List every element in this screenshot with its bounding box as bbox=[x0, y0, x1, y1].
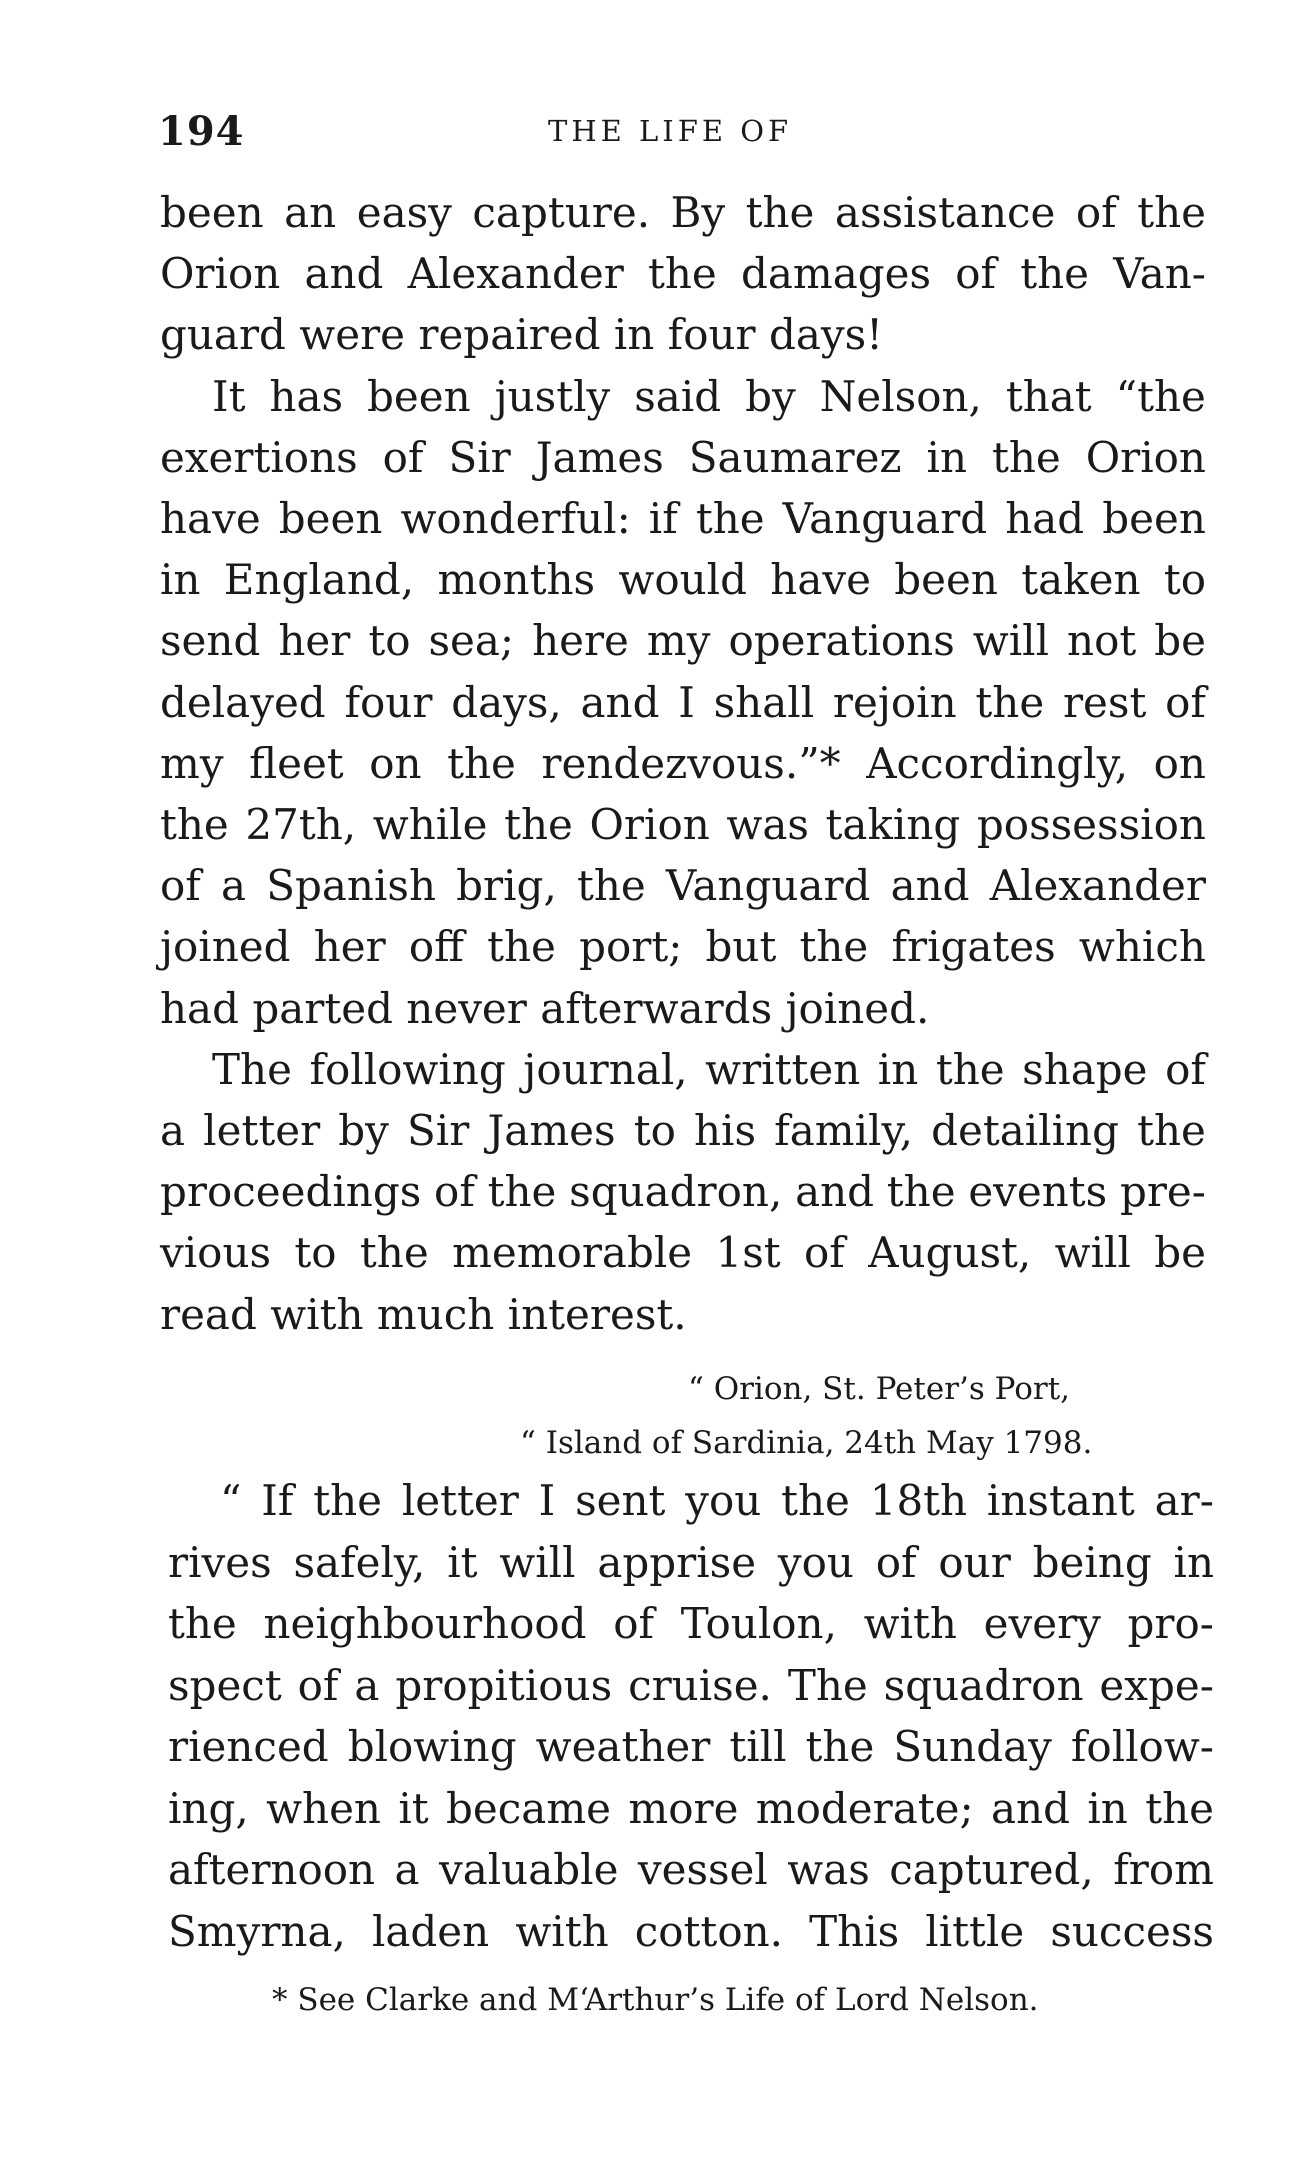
text-line: joined her off the port; but the frigates which bbox=[160, 922, 1206, 972]
text-line: of a Spanish brig, the Vanguard and Alexander bbox=[160, 861, 1206, 911]
page-number: 194 bbox=[158, 108, 245, 155]
text-line: proceedings of the squadron, and the events pre- bbox=[160, 1167, 1206, 1217]
running-head: THE LIFE OF bbox=[548, 114, 793, 148]
text-line: “ If the letter I sent you the 18th instant ar- bbox=[220, 1476, 1214, 1525]
body-text bbox=[160, 182, 1206, 1345]
text-line: spect of a propitious cruise. The squadron expe- bbox=[168, 1660, 1214, 1710]
text-line: Smyrna, laden with cotton. This little success bbox=[168, 1906, 1214, 1956]
text-line: my fleet on the rendezvous.”* Accordingly, on bbox=[160, 738, 1206, 788]
text-line: send her to sea; here my operations will not be bbox=[160, 616, 1206, 666]
text-line: the 27th, while the Orion was taking possession bbox=[160, 800, 1206, 850]
text-line: a letter by Sir James to his family, detailing the bbox=[160, 1106, 1206, 1156]
footnote: * See Clarke and M‘Arthur’s Life of Lord Nelson. bbox=[272, 1982, 1039, 2018]
text-line: guard were repaired in four days! bbox=[160, 310, 884, 360]
dateline-date: “ Island of Sardinia, 24th May 1798. bbox=[520, 1425, 1093, 1461]
text-line: rives safely, it will apprise you of our being in bbox=[168, 1537, 1214, 1587]
text-line: have been wonderful: if the Vanguard had been bbox=[160, 494, 1206, 544]
text-line: afternoon a valuable vessel was captured, from bbox=[168, 1845, 1214, 1894]
text-line: vious to the memorable 1st of August, will be bbox=[160, 1228, 1206, 1278]
text-line: had parted never afterwards joined. bbox=[160, 983, 930, 1033]
text-line: It has been justly said by Nelson, that “the bbox=[212, 371, 1206, 421]
text-line: The following journal, written in the shape of bbox=[212, 1044, 1206, 1094]
letter-text bbox=[168, 1470, 1214, 1962]
letter-dateline bbox=[520, 1362, 1200, 1470]
text-line: the neighbourhood of Toulon, with every pro- bbox=[168, 1599, 1214, 1648]
text-line: read with much interest. bbox=[160, 1289, 687, 1339]
text-line: been an easy capture. By the assistance of the bbox=[160, 188, 1206, 237]
dateline-place: “ Orion, St. Peter’s Port, bbox=[688, 1371, 1071, 1407]
text-line: delayed four days, and I shall rejoin the rest of bbox=[160, 677, 1206, 727]
text-line: ing, when it became more moderate; and in the bbox=[168, 1783, 1214, 1833]
text-line: in England, months would have been taken to bbox=[160, 555, 1206, 605]
page-header bbox=[158, 108, 1238, 164]
text-line: Orion and Alexander the damages of the Van- bbox=[160, 249, 1206, 299]
text-line: rienced blowing weather till the Sunday follow- bbox=[168, 1722, 1214, 1771]
text-line: exertions of Sir James Saumarez in the Orion bbox=[160, 432, 1206, 482]
